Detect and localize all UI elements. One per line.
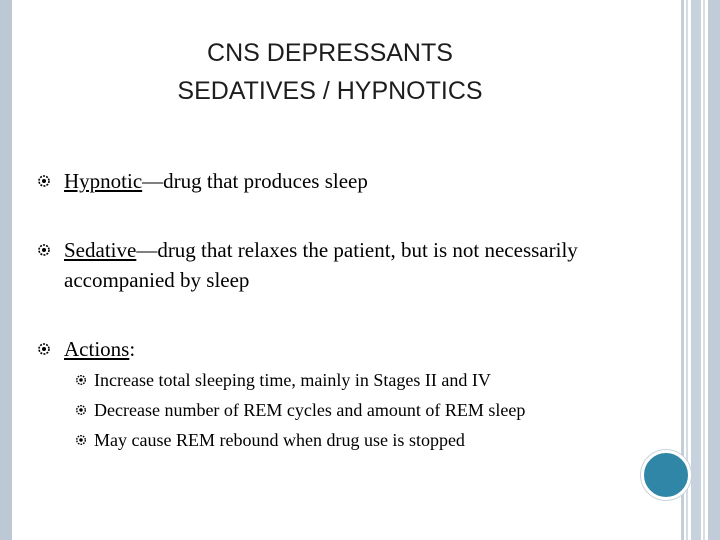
bullet-hypnotic bbox=[64, 166, 664, 196]
slide-title bbox=[0, 34, 660, 110]
slide-title-line2: SEDATIVES / HYPNOTICS bbox=[177, 77, 483, 105]
slide-title-line1: CNS DEPRESSANTS bbox=[207, 39, 453, 67]
gear-bullet-icon bbox=[74, 403, 88, 417]
term-actions: Actions bbox=[64, 337, 130, 361]
right-frame-stripe bbox=[686, 0, 688, 540]
right-frame-stripe bbox=[703, 0, 705, 540]
sub-bullet-item: May cause REM rebound when drug use is stopped bbox=[94, 430, 465, 450]
gear-bullet-icon bbox=[36, 242, 52, 258]
term-sedative: Sedative bbox=[64, 238, 137, 262]
actions-colon: : bbox=[129, 337, 136, 361]
sub-bullet-item: Increase total sleeping time, mainly in Stages II and IV bbox=[94, 370, 491, 390]
gear-bullet-icon bbox=[74, 373, 88, 387]
gear-bullet-icon bbox=[74, 433, 88, 447]
decorative-circle bbox=[641, 450, 691, 500]
definition-sedative: —drug that relaxes the patient, but is not necessarily accompanied by sleep bbox=[64, 238, 578, 292]
right-frame-stripe bbox=[708, 0, 720, 540]
definition-hypnotic: —drug that produces sleep bbox=[142, 169, 368, 193]
bullet-actions bbox=[64, 334, 664, 364]
term-hypnotic: Hypnotic bbox=[64, 169, 143, 193]
bullet-sedative bbox=[64, 235, 664, 295]
right-frame-stripe bbox=[691, 0, 701, 540]
gear-bullet-icon bbox=[36, 341, 52, 357]
sub-bullet-item: Decrease number of REM cycles and amount of REM sleep bbox=[94, 400, 526, 420]
gear-bullet-icon bbox=[36, 173, 52, 189]
